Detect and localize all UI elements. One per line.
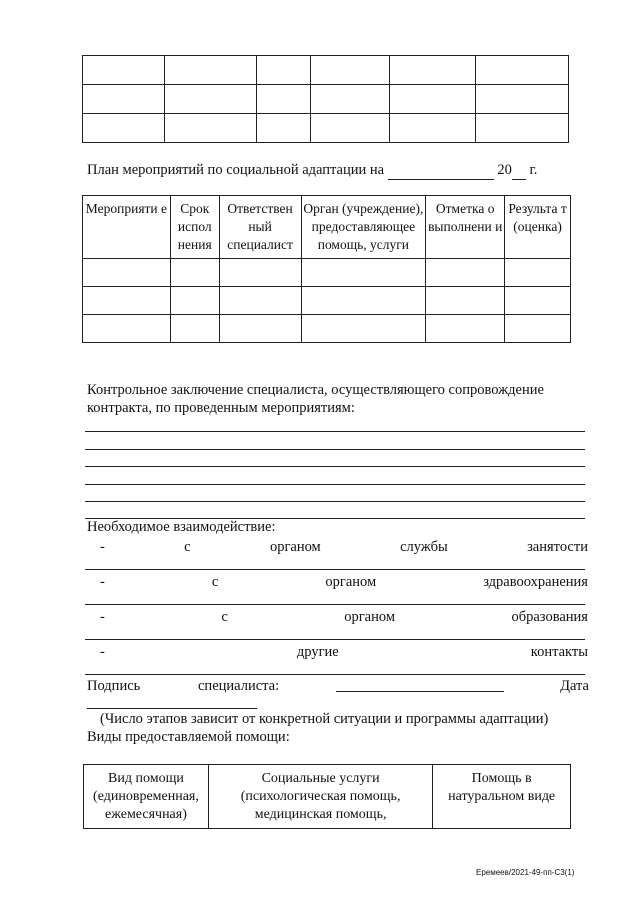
interaction-word: образования xyxy=(511,609,588,625)
interaction-title: Необходимое взаимодействие: xyxy=(87,519,276,535)
interaction-row-other xyxy=(100,644,588,661)
aid-types-table xyxy=(83,764,571,829)
table-row xyxy=(83,56,569,85)
plan-table-header xyxy=(83,196,571,259)
interaction-word: органом xyxy=(269,539,321,555)
blank-line xyxy=(85,674,585,675)
specialist-label: специалиста: xyxy=(198,678,280,694)
interaction-row-education xyxy=(100,609,588,626)
stages-note: (Число этапов зависит от конкретной ситуации и программы адаптации) xyxy=(100,711,549,727)
interaction-word: с xyxy=(184,539,191,555)
column-header-deadline: Срок испол нения xyxy=(170,196,219,259)
blank-line xyxy=(85,484,585,485)
aid-column-social-services: Социальные услуги (психологическая помощь, медицинская помощь, xyxy=(208,765,432,829)
blank-line xyxy=(85,501,585,502)
signature-blank xyxy=(336,691,504,692)
column-header-result: Результа т (оценка) xyxy=(505,196,571,259)
table-row xyxy=(84,765,571,829)
control-conclusion-text: Контрольное заключение специалиста, осуществляющего сопровождение контракта, по проведенным мероприятиям: xyxy=(87,382,544,416)
interaction-dash: - xyxy=(100,539,105,555)
column-header-organ: Орган (учреждение), предоставляющее помощь, услуги xyxy=(301,196,426,259)
blank-line xyxy=(85,449,585,450)
plan-year-suffix: г. xyxy=(529,162,538,178)
blank-line xyxy=(85,466,585,467)
column-header-responsible: Ответствен ный специалист xyxy=(219,196,301,259)
column-header-completion-mark: Отметка о выполнени и xyxy=(426,196,505,259)
interaction-word: здравоохранения xyxy=(483,574,588,590)
interaction-word: службы xyxy=(400,539,448,555)
blank-line xyxy=(85,431,585,432)
aid-types-title: Виды предоставляемой помощи: xyxy=(87,729,290,745)
interaction-row-employment xyxy=(100,539,588,556)
interaction-word: занятости xyxy=(527,539,588,555)
interaction-word: органом xyxy=(325,574,377,590)
blank-line xyxy=(85,639,585,640)
table-row xyxy=(83,259,571,287)
signature-label: Подпись xyxy=(87,678,141,694)
date-label: Дата xyxy=(560,678,589,694)
interaction-word: с xyxy=(211,574,219,590)
column-header-activity: Мероприяти е xyxy=(83,196,171,259)
plan-year-prefix: 20 xyxy=(497,162,512,178)
table-row xyxy=(83,114,569,143)
interaction-dash: - xyxy=(100,609,105,625)
table-row xyxy=(83,287,571,315)
blank-line xyxy=(87,708,257,709)
interaction-word: контакты xyxy=(530,644,588,660)
aid-column-in-kind: Помощь в натуральном виде xyxy=(433,765,571,829)
table-row xyxy=(83,85,569,114)
plan-table xyxy=(82,195,571,343)
interaction-row-health xyxy=(100,574,588,591)
interaction-dash: - xyxy=(100,644,105,660)
plan-title xyxy=(87,162,537,180)
plan-year-blank xyxy=(512,162,526,180)
blank-line xyxy=(85,604,585,605)
interaction-word: другие xyxy=(296,644,339,660)
interaction-dash: - xyxy=(100,574,105,590)
interaction-word: органом xyxy=(344,609,396,625)
table-row xyxy=(83,315,571,343)
signature-row xyxy=(87,678,589,698)
aid-column-type: Вид помощи (единовременная, ежемесячная) xyxy=(84,765,209,829)
document-code: Еремеев/2021-49-пп-С3(1) xyxy=(476,868,575,877)
plan-title-text: План мероприятий по социальной адаптации на xyxy=(87,162,385,178)
plan-date-blank xyxy=(388,162,494,180)
interaction-word: с xyxy=(221,609,228,625)
previous-table xyxy=(82,55,569,143)
blank-line xyxy=(85,569,585,570)
